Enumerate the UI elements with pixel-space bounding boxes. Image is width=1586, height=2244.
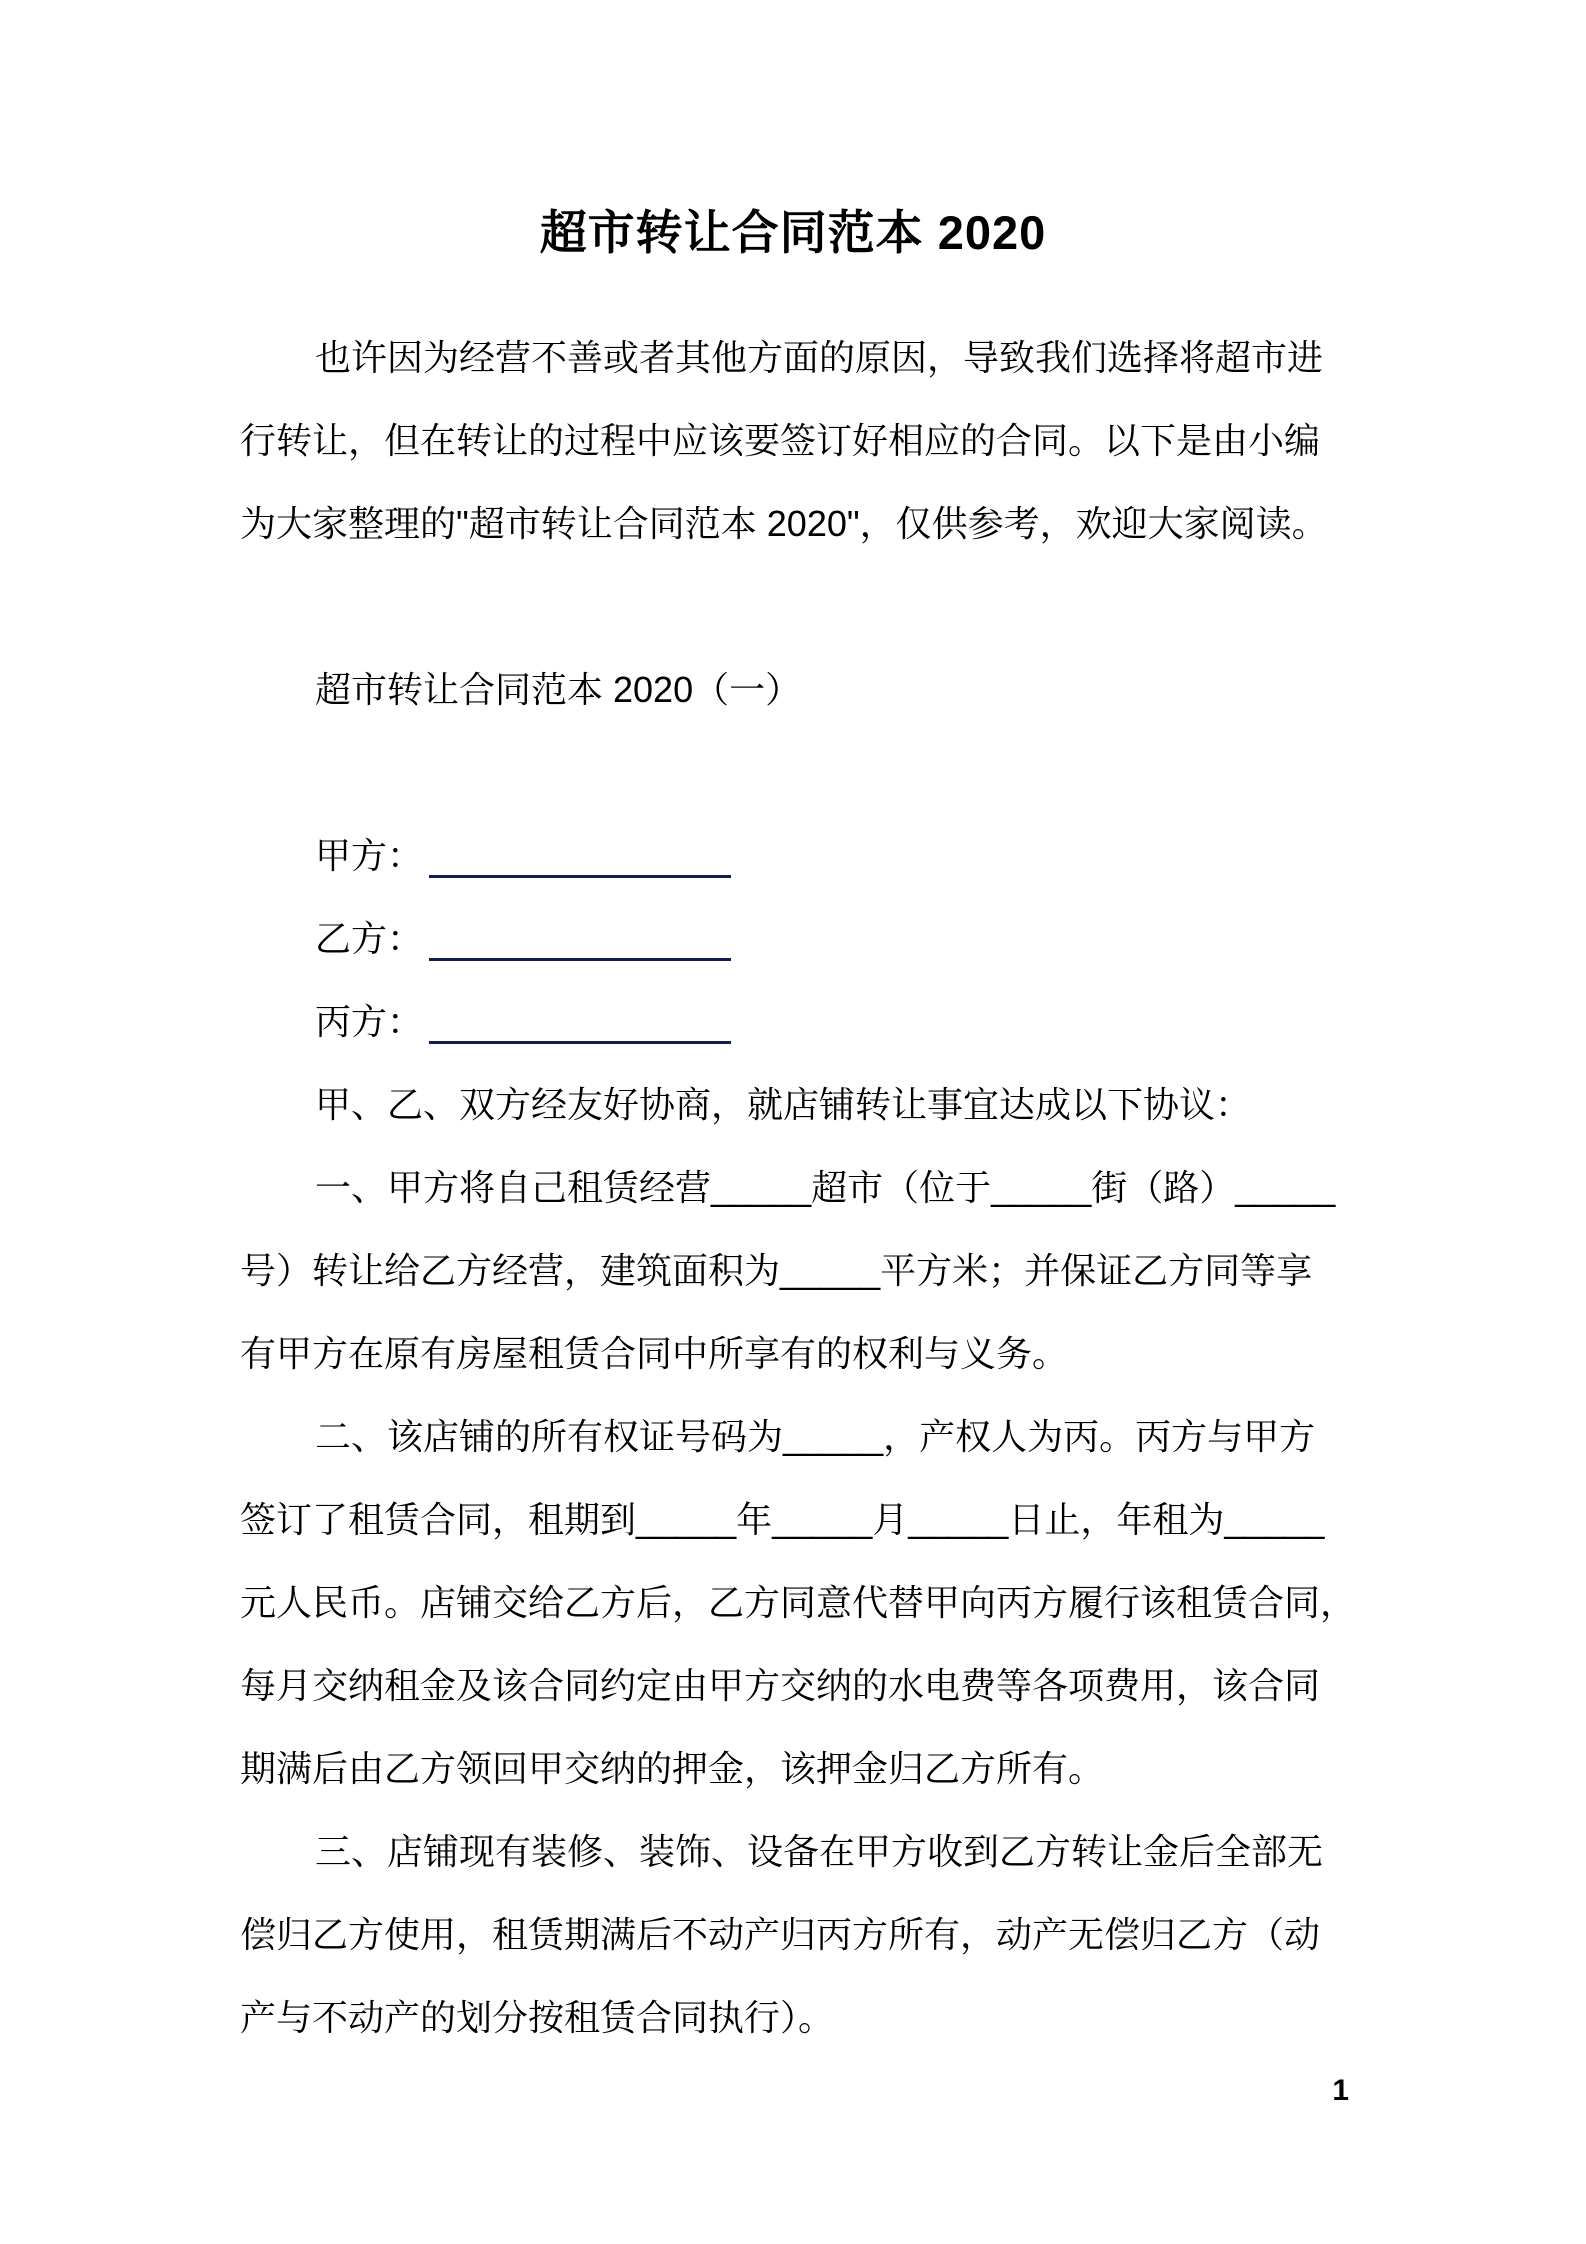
clause-1-line-1: 一、甲方将自己租赁经营_____超市（位于_____街（路）_____ bbox=[315, 1167, 1336, 1208]
intro-line-2: 行转让，但在转让的过程中应该要签订好相应的合同。以下是由小编 bbox=[240, 420, 1321, 461]
fill-in-blank-jiafang bbox=[429, 835, 731, 878]
document-body bbox=[0, 316, 1586, 2059]
party-row-yifang bbox=[240, 897, 1586, 980]
clause-1-line-2: 号）转让给乙方经营，建筑面积为_____平方米；并保证乙方同等享 bbox=[240, 1250, 1313, 1291]
clause-2-line-3: 元人民币。店铺交给乙方后，乙方同意代替甲向丙方履行该租赁合同， bbox=[240, 1582, 1357, 1623]
clause-2-line-1: 二、该店铺的所有权证号码为_____，产权人为丙。丙方与甲方 bbox=[315, 1416, 1316, 1457]
party-label-jiafang: 甲方： bbox=[315, 835, 424, 876]
party-label-yifang: 乙方： bbox=[315, 918, 424, 959]
clause-3-line-3: 产与不动产的划分按租赁合同执行）。 bbox=[240, 1997, 835, 2038]
fill-in-blank-yifang bbox=[429, 918, 731, 961]
document-title: 超市转让合同范本 2020 bbox=[539, 206, 1047, 259]
fill-in-blank-bingfang bbox=[429, 1001, 731, 1044]
intro-line-1: 也许因为经营不善或者其他方面的原因，导致我们选择将超市进 bbox=[315, 337, 1324, 378]
blank-line bbox=[240, 565, 1586, 648]
clause-preamble-line: 甲、乙、双方经友好协商，就店铺转让事宜达成以下协议： bbox=[315, 1084, 1252, 1125]
blank-line bbox=[240, 731, 1586, 814]
section-heading: 超市转让合同范本 2020（一） bbox=[315, 669, 802, 710]
clause-3-line-2: 偿归乙方使用，租赁期满后不动产归丙方所有，动产无偿归乙方（动 bbox=[240, 1914, 1321, 1955]
party-row-bingfang bbox=[240, 980, 1586, 1063]
intro-line-3: 为大家整理的"超市转让合同范本 2020"，仅供参考，欢迎大家阅读。 bbox=[240, 503, 1328, 544]
clause-2-line-4: 每月交纳租金及该合同约定由甲方交纳的水电费等各项费用，该合同 bbox=[240, 1665, 1321, 1706]
clause-2-line-5: 期满后由乙方领回甲交纳的押金，该押金归乙方所有。 bbox=[240, 1748, 1105, 1789]
party-label-bingfang: 丙方： bbox=[315, 1001, 424, 1042]
clause-2-line-2: 签订了租赁合同，租期到_____年_____月_____日止，年租为_____ bbox=[240, 1499, 1325, 1540]
clause-3-line-1: 三、店铺现有装修、装饰、设备在甲方收到乙方转让金后全部无 bbox=[315, 1831, 1324, 1872]
party-row-jiafang bbox=[240, 814, 1586, 897]
clause-1-line-3: 有甲方在原有房屋租赁合同中所享有的权利与义务。 bbox=[240, 1333, 1069, 1374]
page-number: 1 bbox=[1332, 2074, 1349, 2107]
